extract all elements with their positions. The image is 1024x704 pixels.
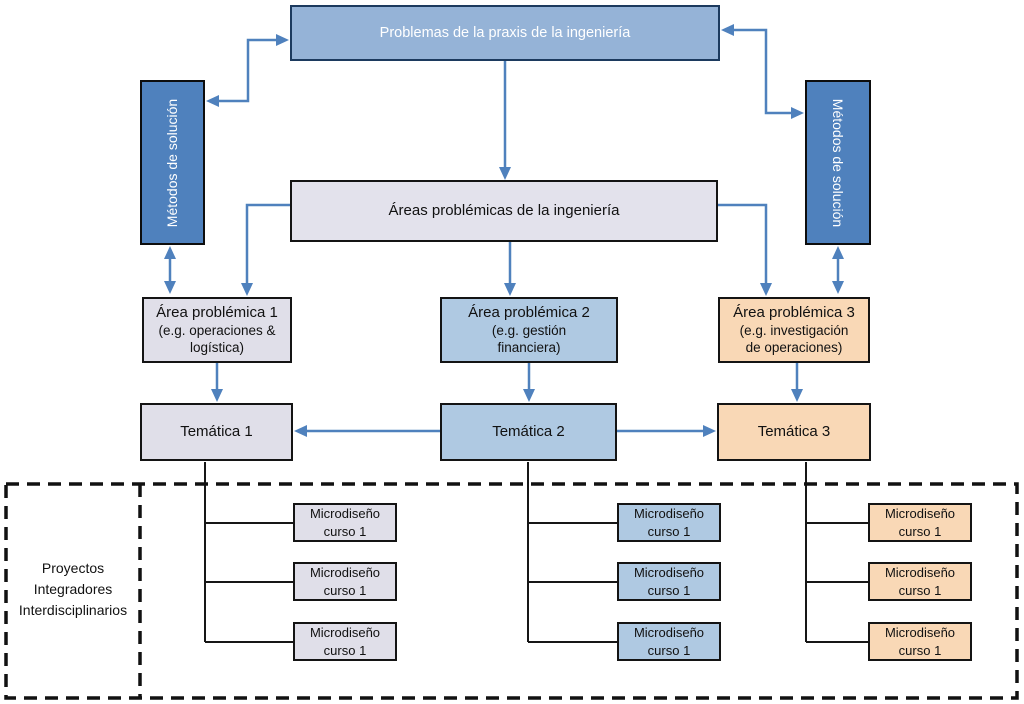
- problem-area-3-title: Área problémica 3: [733, 304, 855, 322]
- micro-course-label: Microdiseño curso 1: [884, 564, 956, 598]
- problems-praxis-box: [290, 5, 720, 61]
- problem-area-3-example-line2: de operaciones): [745, 339, 843, 355]
- micro-course-box: [293, 622, 397, 661]
- micro-course-label: Microdiseño curso 1: [309, 564, 381, 598]
- problem-area-3-example-line1: (e.g. investigación: [739, 322, 849, 338]
- micro-course-label: Microdiseño curso 1: [633, 505, 705, 539]
- problem-area-1-title: Área problémica 1: [156, 304, 278, 322]
- methods-solution-right-box: [805, 80, 871, 245]
- micro-course-label: Microdiseño curso 1: [309, 505, 381, 539]
- tematica-2-label: Temática 2: [492, 423, 565, 441]
- problem-area-2-box: [440, 297, 618, 363]
- problem-area-3-box: [718, 297, 870, 363]
- dashed-projects-region: [6, 484, 1017, 698]
- micro-course-label: Microdiseño curso 1: [884, 505, 956, 539]
- tematica-3-box: [717, 403, 871, 461]
- micro-course-box: [617, 503, 721, 542]
- micro-course-label: Microdiseño curso 1: [309, 624, 381, 658]
- tematica-3-label: Temática 3: [757, 423, 831, 441]
- tree-lines: [205, 462, 868, 642]
- problems-praxis-label: Problemas de la praxis de la ingeniería: [379, 25, 631, 41]
- micro-course-box: [868, 622, 972, 661]
- micro-course-label: Microdiseño curso 1: [633, 564, 705, 598]
- problem-area-2-example-line1: (e.g. gestión: [491, 322, 567, 338]
- problem-area-1-example-line1: (e.g. operaciones &: [158, 322, 276, 338]
- micro-course-box: [293, 562, 397, 601]
- methods-solution-left-box: [140, 80, 205, 245]
- micro-course-box: [868, 503, 972, 542]
- problem-area-2-title: Área problémica 2: [468, 304, 590, 322]
- problem-area-2-example-line2: financiera): [497, 339, 561, 355]
- methods-solution-left-label: Métodos de solución: [164, 98, 181, 227]
- micro-course-box: [617, 622, 721, 661]
- micro-course-label: Microdiseño curso 1: [884, 624, 956, 658]
- problem-area-1-box: [142, 297, 292, 363]
- tematica-1-box: [140, 403, 293, 461]
- problem-area-1-example-line2: logística): [189, 339, 244, 355]
- projects-region-label: [8, 558, 138, 621]
- projects-label-line3: Interdisciplinarios: [18, 602, 128, 618]
- micro-course-box: [868, 562, 972, 601]
- micro-course-label: Microdiseño curso 1: [633, 624, 705, 658]
- projects-label-line1: Proyectos: [41, 560, 105, 576]
- methods-solution-right-label: Métodos de solución: [830, 98, 847, 227]
- micro-course-box: [617, 562, 721, 601]
- tematica-2-box: [440, 403, 617, 461]
- tematica-1-label: Temática 1: [180, 423, 253, 441]
- micro-course-box: [293, 503, 397, 542]
- problem-areas-label: Áreas problémicas de la ingeniería: [388, 202, 620, 220]
- problem-areas-box: [290, 180, 718, 242]
- projects-label-line2: Integradores: [33, 581, 113, 597]
